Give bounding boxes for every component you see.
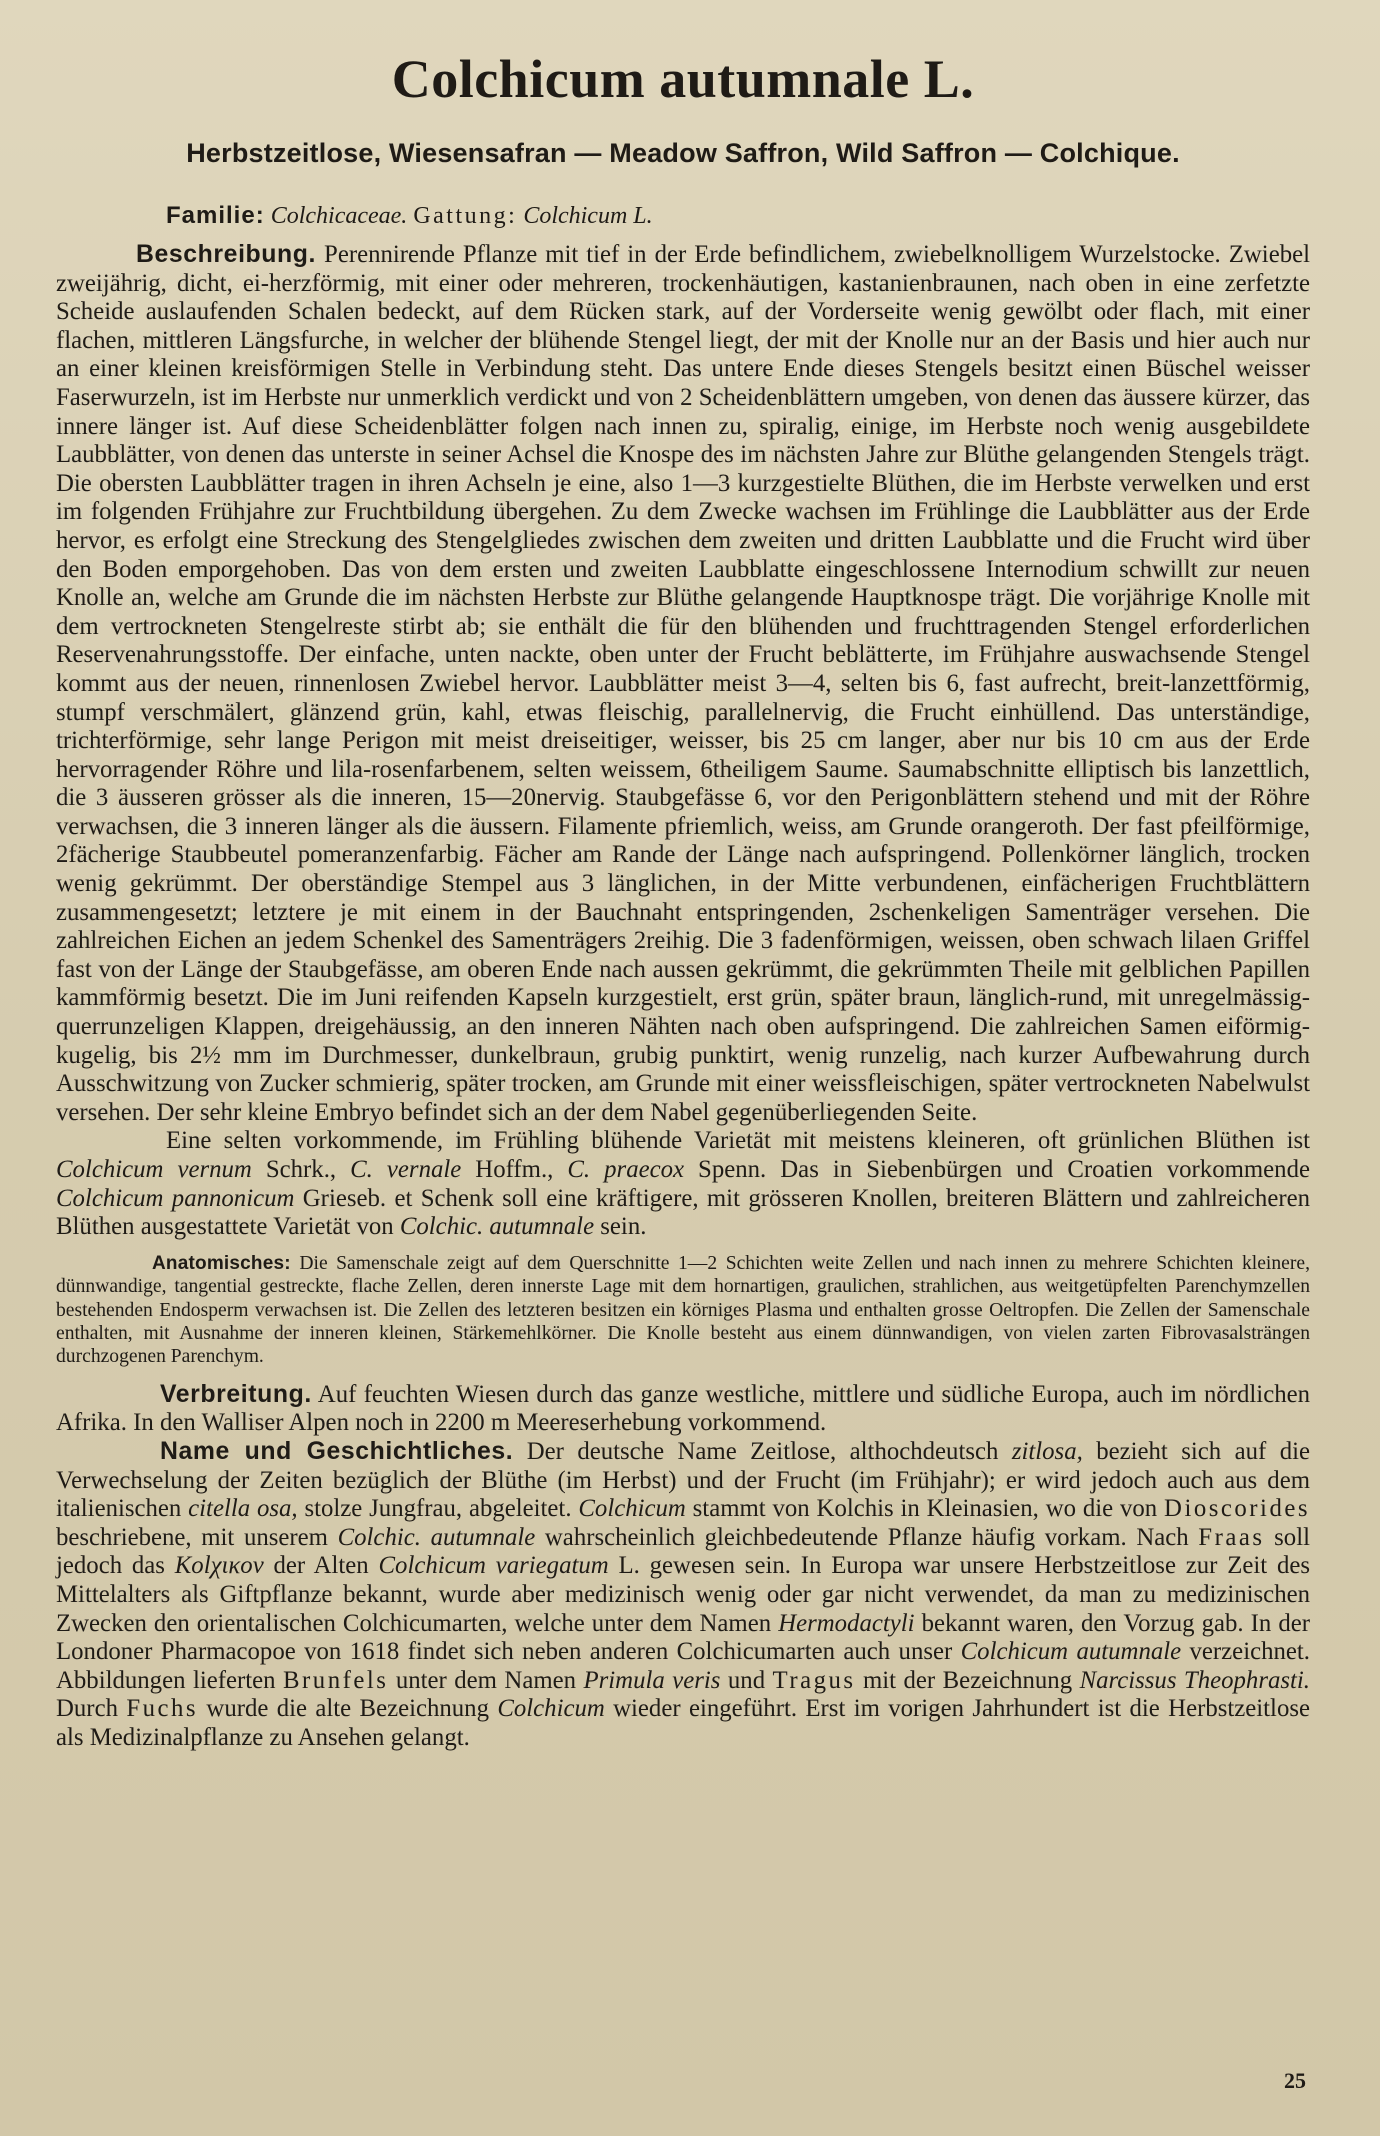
history-italic: Hermodactyli xyxy=(778,1609,915,1637)
variety-name-4: Colchicum pannonicum xyxy=(56,1184,295,1212)
variety-name-2: C. vernale xyxy=(350,1156,462,1183)
history-text: stammt von Kolchis in Kleinasien, wo die von xyxy=(685,1495,1165,1523)
history-text: unter dem Namen xyxy=(388,1666,584,1694)
history-author: Brunfels xyxy=(283,1666,389,1694)
history-text: wurde die alte Bezeichnung xyxy=(198,1695,498,1723)
variety-text-5: Grieseb. et Schenk soll eine kräftigere, mit grösseren Knollen, breiteren Blättern und zahlreicheren Blüthen ausgestattete Varietät von xyxy=(56,1184,1310,1241)
history-author: Fuchs xyxy=(126,1695,199,1723)
history-author: Fraas xyxy=(1198,1523,1265,1551)
history-paragraph xyxy=(56,1438,1310,1753)
genus-name: Colchicum L. xyxy=(523,203,653,229)
distribution-paragraph xyxy=(56,1381,1310,1438)
history-italic: Kolχικον xyxy=(174,1552,264,1580)
variety-paragraph xyxy=(56,1127,1310,1241)
history-text: wieder eingeführt. Erst im vorigen Jahrhundert ist die Herbstzeitlose als Medizinalpflanze zu Ansehen gelangt. xyxy=(56,1695,1310,1751)
history-italic: Colchicum autumnale xyxy=(960,1638,1182,1666)
description-heading: Beschreibung. xyxy=(136,241,317,268)
history-author: Dioscorides xyxy=(1164,1495,1310,1523)
history-text: L. gewesen sein. In Europa war unsere Herbstzeitlose zur Zeit des Mittelalters als Giftpflanze bekannt, wurde aber medizinisch wenig oder gar nicht verwendet, da man zu medizinischen Zwecken den orientalischen Colchicumarten, welche unter dem Namen xyxy=(56,1552,1311,1637)
history-text: Der deutsche Name Zeitlose, althochdeutsch xyxy=(526,1438,1012,1465)
family-label: Familie: xyxy=(166,202,265,229)
history-heading: Name und Geschichtliches. xyxy=(160,1438,514,1465)
anatomy-heading: Anatomisches: xyxy=(152,1252,291,1274)
history-text: bekannt waren, den Vorzug gab. In der Londoner Pharmacopoe von 1618 findet sich neben anderen Colchicumarten auch unser xyxy=(56,1609,1310,1666)
distribution-heading: Verbreitung. xyxy=(160,1380,312,1408)
variety-text-4: Spenn. Das in Siebenbürgen und Croatien vorkommende xyxy=(684,1156,1310,1183)
variety-text-1: Eine selten vorkommende, im Frühling blühende Varietät mit meistens kleineren, oft grünlichen Blüthen ist xyxy=(166,1127,1310,1155)
history-italic: Narcissus Theophrasti. xyxy=(1079,1666,1310,1694)
description-paragraph xyxy=(56,241,1310,1127)
history-text: stolze Jungfrau, abgeleitet. xyxy=(297,1495,579,1523)
history-text: beschriebene, mit unserem xyxy=(56,1523,338,1551)
history-text: Durch xyxy=(56,1695,127,1723)
page-title: Colchicum autumnale L. xyxy=(391,49,975,109)
history-italic: Colchic. autumnale xyxy=(337,1523,536,1551)
family-line xyxy=(166,201,1310,231)
family-name: Colchicaceae. xyxy=(270,203,408,229)
history-text: der Alten xyxy=(263,1552,379,1580)
history-italic: Colchicum xyxy=(497,1695,605,1723)
variety-text-6: sein. xyxy=(594,1213,647,1241)
history-italic: Colchicum variegatum xyxy=(378,1552,609,1580)
history-italic: citella osa, xyxy=(188,1495,298,1523)
variety-text-2: Schrk., xyxy=(251,1156,351,1183)
distribution-text: Auf feuchten Wiesen durch das ganze westliche, mittlere und südliche Europa, auch im nördlichen Afrika. In den Walliser Alpen noch in 2200 m Meereserhebung vorkommend. xyxy=(56,1380,1310,1437)
page-subtitle: Herbstzeitlose, Wiesensafran — Meadow Saffron, Wild Saffron — Colchique. xyxy=(186,138,1180,168)
history-author: Tragus xyxy=(772,1666,856,1694)
variety-name-1: Colchicum vernum xyxy=(56,1156,252,1183)
description-text: Perennirende Pflanze mit tief in der Erde befindlichem, zwiebelknolligem Wurzelstocke. Zwiebel zweijährig, dicht, ei-herzförmig, mit einer oder mehreren, trockenhäutigen, kastanienbraunen, nach oben in eine zerfetzte Scheide auslaufenden Schalen bedeckt, auf dem Rücken stark, auf der Vorderseite wenig gewölbt oder flach, mit einer flachen, mittleren Längsfurche, in welcher der blühende Stengel liegt, der mit der Knolle nur an der Basis und hier auch nur an einer kleinen kreisförmigen Stelle in Verbindung steht. Das untere Ende dieses Stengels besitzt einen Büschel weisser Faserwurzeln, ist im Herbste nur unmerklich verdickt und von 2 Scheidenblättern umgeben, von denen das äussere kürzer, das innere länger ist. Auf diese Scheidenblätter folgen nach innen zu, spiralig, einige, im Herbste noch wenig ausgebildete Laubblätter, von denen das unterste in seiner Achsel die Knospe des im nächsten Jahre zur Blüthe gelangenden Stengels trägt. Die obersten Laubblätter tragen in ihren Achseln je eine, also 1—3 kurzgestielte Blüthen, die im Herbste verwelken und erst im folgenden Frühjahre zur Fruchtbildung übergehen. Zu dem Zwecke wachsen im Frühlinge die Laubblätter aus der Erde hervor, es erfolgt eine Streckung des Stengelgliedes zwischen dem zweiten und dritten Laubblatte und die Frucht wird über den Boden emporgehoben. Das von dem ersten und zweiten Laubblatte eingeschlossene Internodium schwillt zur neuen Knolle an, welche am Grunde die im nächsten Herbste zur Blüthe gelangende Hauptknospe trägt. Die vorjährige Knolle mit dem vertrockneten Stengelreste stirbt ab; sie enthält die für den blühenden und fruchttragenden Stengel erforderlichen Reservenahrungsstoffe. Der einfache, unten nackte, oben unter der Frucht beblätterte, im Frühjahre auswachsende Stengel kommt aus der neuen, rinnenlosen Zwiebel hervor. Laubblätter meist 3—4, selten bis 6, fast aufrecht, breit-lanzettförmig, stumpf verschmälert, glänzend grün, kahl, etwas fleischig, parallelnervig, die Frucht einhüllend. Das unterständige, trichterförmige, sehr lange Perigon mit meist dreiseitiger, weisser, bis 25 cm langer, aber nur bis 10 cm aus der Erde hervorragender Röhre und lila-rosenfarbenem, selten weissem, 6theiligem Saume. Saumabschnitte elliptisch bis lanzettlich, die 3 äusseren grösser als die inneren, 15—20nervig. Staubgefässe 6, vor den Perigonblättern stehend und mit der Röhre verwachsen, die 3 inneren länger als die äussern. Filamente pfriemlich, weiss, am Grunde orangeroth. Der fast pfeilförmige, 2fächerige Staubbeutel pomeranzenfarbig. Fächer am Rande der Länge nach aufspringend. Pollenkörner länglich, trocken wenig gekrümmt. Der oberständige Stempel aus 3 länglichen, in der Mitte verbundenen, einfächerigen Fruchtblättern zusammengesetzt; letztere je mit einem in der Bauchnaht entspringenden, 2schenkeligen Samenträger versehen. Die zahlreichen Eichen an jedem Schenkel des Samenträgers 2reihig. Die 3 fadenförmigen, weissen, oben schwach lilaen Griffel fast von der Länge der Staubgefässe, am oberen Ende nach aussen gekrümmt, die gekrümmten Theile mit gelblichen Papillen kammförmig besetzt. Die im Juni reifenden Kapseln kurzgestielt, erst grün, später braun, länglich-rund, mit unregelmässig-querrunzeligen Klappen, dreigehäussig, an den inneren Nähten nach oben aufspringend. Die zahlreichen Samen eiförmig-kugelig, bis 2½ mm im Durchmesser, dunkelbraun, grubig punktirt, wenig runzelig, nach kurzer Aufbewahrung durch Ausschwitzung von Zucker schmierig, später trocken, am Grunde mit einer weissfleischigen, später vertrockneten Nabelwulst versehen. Der sehr kleine Embryo befindet sich an der dem Nabel gegenüberliegenden Seite. xyxy=(56,241,1310,1126)
history-text: mit der Bezeichnung xyxy=(855,1666,1080,1694)
history-text: wahrscheinlich gleichbedeutende Pflanze häufig vorkam. Nach xyxy=(535,1523,1199,1551)
history-text: und xyxy=(720,1666,773,1694)
history-text: soll jedoch das xyxy=(56,1523,1310,1580)
anatomy-paragraph xyxy=(56,1252,1310,1369)
variety-name-5: Colchic. autumnale xyxy=(399,1213,595,1241)
variety-name-3: C. praecox xyxy=(567,1156,685,1183)
variety-text-3: Hoffm., xyxy=(461,1156,568,1183)
history-italic: Colchicum xyxy=(578,1495,686,1523)
anatomy-text: Die Samenschale zeigt auf dem Querschnitte 1—2 Schichten weite Zellen und nach innen zu mehrere Schichten kleinere, dünnwandige, tangential gestreckte, flache Zellen, deren innerste Lage mit dem hornartigen, graulichen, strahlichen, aus weitgetüpfelten Parenchymzellen bestehenden Endosperm verwachsen ist. Die Zellen des letzteren besitzen ein körniges Plasma und enthalten grosse Oeltropfen. Die Zellen der Samenschale enthalten, mit Ausnahme der inneren kleinen, Stärkemehlkörner. Die Knolle besteht aus einem dünnwandigen, von vielen zarten Fibrovasalsträngen durchzogenen Parenchym. xyxy=(56,1252,1310,1368)
history-italic: zitlosa, xyxy=(1011,1438,1083,1465)
genus-label: Gattung: xyxy=(413,203,518,229)
history-text: bezieht sich auf die Verwechselung der Zeiten bezüglich der Blüthe (im Herbst) und der Frucht (im Frühjahr); er wird jedoch auch aus dem italienischen xyxy=(56,1438,1311,1523)
page-number: 25 xyxy=(1284,2068,1306,2093)
history-italic: Primula veris xyxy=(583,1666,721,1694)
history-text: verzeichnet. Abbildungen lieferten xyxy=(56,1638,1310,1694)
